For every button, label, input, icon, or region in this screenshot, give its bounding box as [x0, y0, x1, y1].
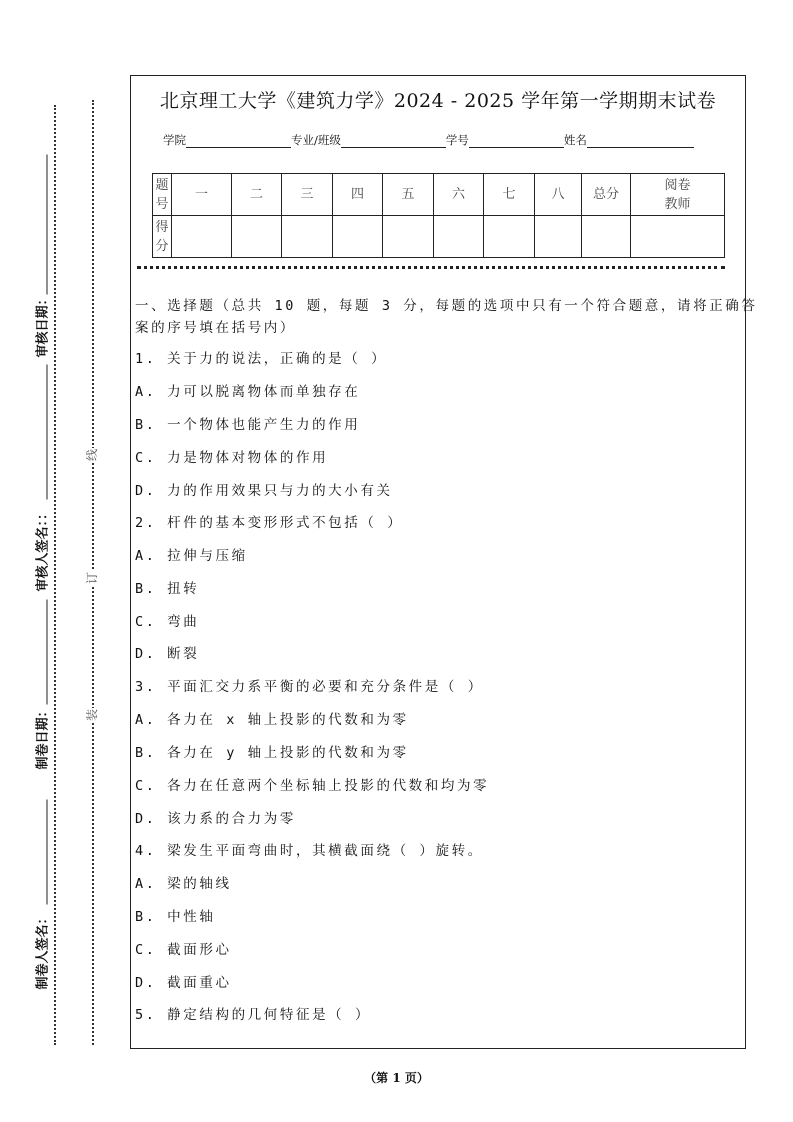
option-1c: C. 力是物体对物体的作用 — [135, 450, 329, 466]
score-cell[interactable] — [434, 216, 484, 258]
score-cell[interactable] — [282, 216, 333, 258]
score-cell[interactable] — [383, 216, 434, 258]
name-label: 姓名 — [563, 133, 587, 147]
review-date-label: 审核日期： — [35, 292, 51, 358]
section-heading-line-1: 一、选择题（总共 10 题，每题 3 分，每题的选项中只有一个符合题意，请将正确答 — [135, 298, 758, 314]
option-2a: A. 拉伸与压缩 — [135, 548, 248, 564]
option-3c: C. 各力在任意两个坐标轴上投影的代数和均为零 — [135, 778, 490, 794]
option-3b: B. 各力在 y 轴上投影的代数和为零 — [135, 745, 409, 761]
exam-title: 北京理工大学《建筑力学》2024 - 2025 学年第一学期期末试卷 — [159, 90, 717, 112]
maker-signature-label: 制卷人签名： — [35, 911, 51, 990]
col-3: 三 — [282, 174, 333, 216]
col-1: 一 — [172, 174, 232, 216]
major-class-label: 专业/班级 — [291, 133, 341, 147]
score-cell[interactable] — [484, 216, 535, 258]
col-total: 总分 — [582, 174, 631, 216]
col-2: 二 — [232, 174, 282, 216]
college-field[interactable] — [186, 135, 291, 148]
option-1a: A. 力可以脱离物体而单独存在 — [135, 384, 361, 400]
question-3: 3. 平面汇交力系平衡的必要和充分条件是（ ） — [135, 679, 484, 695]
binding-dotted-line-outer — [54, 105, 56, 1045]
review-date-line[interactable] — [47, 155, 48, 295]
make-date-label: 制卷日期： — [35, 704, 51, 770]
question-1: 1. 关于力的说法，正确的是（ ） — [135, 351, 388, 367]
student-id-field[interactable] — [469, 135, 564, 148]
question-2: 2. 杆件的基本变形形式不包括（ ） — [135, 515, 404, 531]
col-5: 五 — [383, 174, 434, 216]
option-4a: A. 梁的轴线 — [135, 876, 232, 892]
major-class-field[interactable] — [341, 135, 446, 148]
question-number-header: 题 号 — [153, 174, 172, 216]
page-number: （第 1 页） — [364, 1071, 429, 1085]
option-2d: D. 断裂 — [135, 646, 200, 662]
score-cell[interactable] — [232, 216, 282, 258]
option-2c: C. 弯曲 — [135, 614, 200, 630]
col-6: 六 — [434, 174, 484, 216]
score-row — [153, 216, 725, 258]
name-field[interactable] — [587, 135, 694, 148]
signature-margin — [31, 100, 51, 1045]
score-table — [152, 173, 725, 258]
binding-char-zhuang: 装 — [85, 709, 99, 722]
student-info-row — [163, 132, 694, 148]
student-id-label: 学号 — [445, 133, 469, 147]
make-date-line[interactable] — [47, 600, 48, 705]
option-3a: A. 各力在 x 轴上投影的代数和为零 — [135, 712, 409, 728]
option-1b: B. 一个物体也能产生力的作用 — [135, 417, 361, 433]
binding-char-xian: 线 — [85, 449, 99, 462]
college-label: 学院 — [163, 133, 186, 147]
question-5: 5. 静定结构的几何特征是（ ） — [135, 1007, 372, 1023]
reviewer-cell[interactable] — [631, 216, 725, 258]
section-heading-line-2: 案的序号填在括号内） — [135, 320, 296, 336]
score-cell[interactable] — [535, 216, 582, 258]
question-number-row — [153, 174, 725, 216]
option-2b: B. 扭转 — [135, 581, 200, 597]
question-4: 4. 梁发生平面弯曲时，其横截面绕（ ）旋转。 — [135, 843, 484, 859]
score-cell[interactable] — [333, 216, 383, 258]
option-4b: B. 中性轴 — [135, 909, 216, 925]
seal-dotted-line — [137, 266, 725, 269]
col-reviewer: 阅卷 教师 — [631, 174, 725, 216]
option-1d: D. 力的作用效果只与力的大小有关 — [135, 483, 393, 499]
option-3d: D. 该力系的合力为零 — [135, 811, 296, 827]
col-7: 七 — [484, 174, 535, 216]
col-4: 四 — [333, 174, 383, 216]
reviewer-signature-label: 审核人签名：： — [35, 506, 51, 592]
score-cell[interactable] — [172, 216, 232, 258]
binding-char-ding: 订 — [85, 572, 99, 585]
option-4d: D. 截面重心 — [135, 975, 232, 991]
col-8: 八 — [535, 174, 582, 216]
reviewer-signature-line[interactable] — [47, 365, 48, 500]
option-4c: C. 截面形心 — [135, 942, 232, 958]
score-header: 得 分 — [153, 216, 172, 258]
maker-signature-line[interactable] — [47, 800, 48, 905]
score-cell[interactable] — [582, 216, 631, 258]
